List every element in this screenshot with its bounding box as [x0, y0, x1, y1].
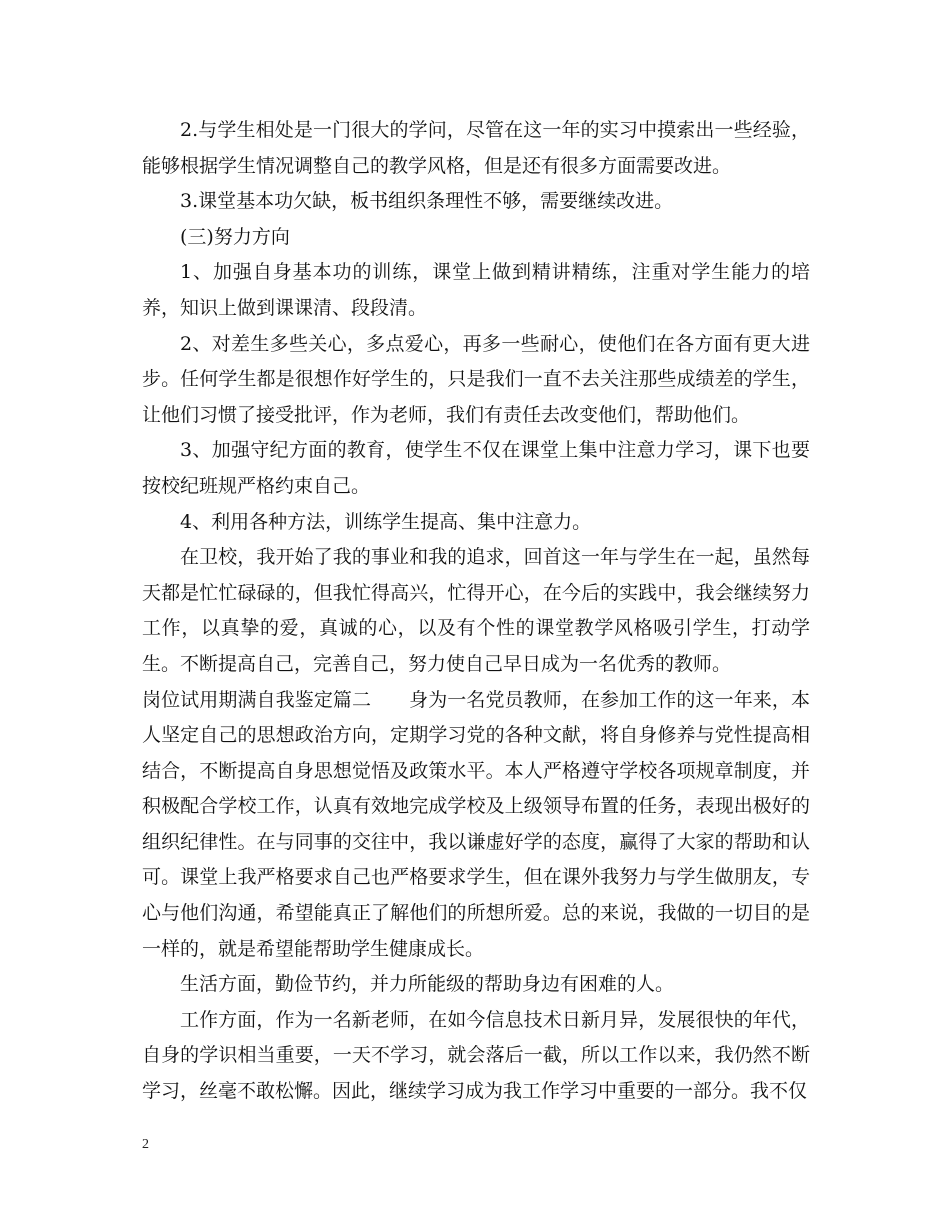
- paragraph-item-3: 3、加强守纪方面的教育，使学生不仅在课堂上集中注意力学习，课下也要按校纪班规严格约束自己。: [142, 439, 810, 497]
- document-body: [142, 113, 810, 1110]
- paragraph-item-2: 2、对差生多些关心，多点爱心，再多一些耐心，使他们在各方面有更大进步。任何学生都是很想作好学生的，只是我们一直不去关注那些成绩差的学生，让他们习惯了接受批评，作为老师，我们有责任去改变他们，帮助他们。: [142, 332, 810, 426]
- paragraph-classroom-skills: 3.课堂基本功欠缺，板书组织条理性不够，需要继续改进。: [180, 190, 674, 213]
- paragraph-student-relations: 2.与学生相处是一门很大的学问，尽管在这一年的实习中摸索出一些经验，能够根据学生情况调整自己的教学风格，但是还有很多方面需要改进。: [142, 119, 810, 177]
- paragraph-work-aspect: 工作方面，作为一名新老师，在如今信息技术日新月异，发展很快的年代，自身的学识相当重要，一天不学习，就会落后一截，所以工作以来，我仍然不断学习，丝毫不敢松懈。因此，继续学习成为我工作学习中重要的一部分。我不仅: [142, 1008, 810, 1103]
- paragraph-conclusion: 在卫校，我开始了我的事业和我的追求，回首这一年与学生在一起，虽然每天都是忙忙碌碌的，但我忙得高兴，忙得开心，在今后的实践中，我会继续努力工作，以真挚的爱，真诚的心，以及有个性的课堂教学风格吸引学生，打动学生。不断提高自己，完善自己，努力使自己早日成为一名优秀的教师。: [142, 546, 810, 675]
- page-number: 2: [142, 1137, 149, 1152]
- paragraph-item-4: 4、利用各种方法，训练学生提高、集中注意力。: [180, 510, 592, 533]
- paragraph-life-aspect: 生活方面，勤俭节约，并力所能级的帮助身边有困难的人。: [180, 973, 675, 996]
- section-heading: 岗位试用期满自我鉴定篇二: [142, 688, 372, 711]
- subheading-effort-direction: (三)努力方向: [180, 225, 290, 248]
- section-opening-text: 身为一名党员教师，在参加工作的这一年来，本人坚定自己的思想政治方向，定期学习党的各种文献，将自身修养与党性提高相结合，不断提高自身思想觉悟及政策水平。本人严格遵守学校各项规章制度，并积极配合学校工作，认真有效地完成学校及上级领导布置的任务，表现出极好的组织纪律性。在与同事的交往中，我以谦虚好学的态度，赢得了大家的帮助和认可。课堂上我严格要求自己也严格要求学生，但在课外我努力与学生做朋友，专心与他们沟通，希望能真正了解他们的所想所爱。总的来说，我做的一切目的是一样的，就是希望能帮助学生健康成长。: [142, 688, 810, 960]
- paragraph-item-1: 1、加强自身基本功的训练，课堂上做到精讲精练，注重对学生能力的培养，知识上做到课课清、段段清。: [142, 261, 810, 319]
- section-opening-paragraph: [142, 683, 810, 968]
